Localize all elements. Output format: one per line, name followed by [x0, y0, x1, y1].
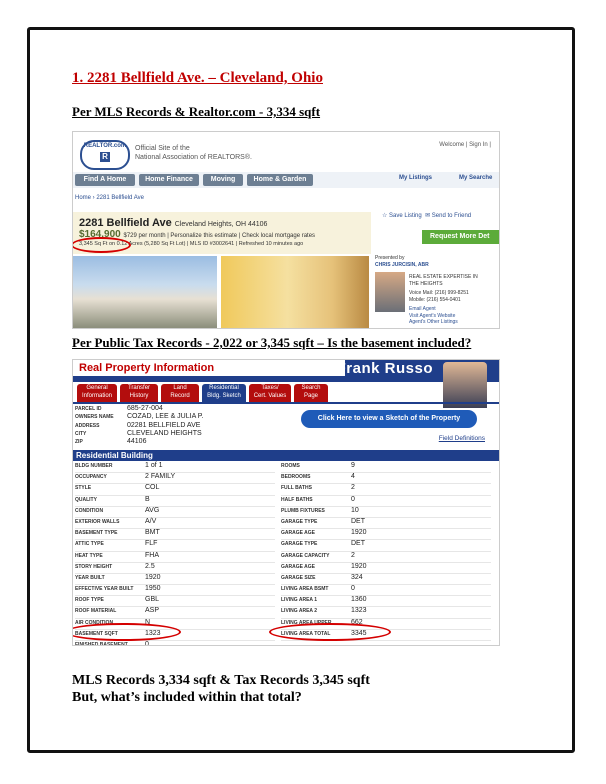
field-value: 4: [351, 473, 355, 481]
table-row: [75, 641, 275, 646]
field-label: LIVING AREA UPPER: [281, 619, 332, 626]
field-value: ASP: [145, 607, 160, 615]
table-row: [75, 552, 275, 563]
field-value: 2: [351, 551, 355, 559]
owner-banner-name: Frank Russo: [336, 360, 433, 377]
table-row: [281, 518, 491, 529]
sqft-highlight-oval: [72, 237, 131, 253]
agent-photo: [375, 272, 405, 312]
table-row: [75, 563, 275, 574]
field-value: 1 of 1: [145, 462, 163, 469]
field-label: LIVING AREA 2: [281, 608, 318, 615]
nav-home-garden[interactable]: Home & Garden: [247, 174, 313, 186]
tab-taxes-cert-values[interactable]: Taxes/ Cert. Values: [249, 384, 291, 402]
field-label: STYLE: [75, 485, 92, 492]
residential-building-header: Residential Building: [73, 450, 500, 461]
view-sketch-button[interactable]: Click Here to view a Sketch of the Property: [301, 410, 477, 428]
field-label: BLDG NUMBER: [75, 463, 113, 469]
official-site-text: Official Site of the National Association of REALTORS®.: [135, 145, 252, 161]
field-label: GARAGE TYPE: [281, 541, 318, 548]
table-row: [75, 529, 275, 540]
request-more-details-button[interactable]: Request More Det: [422, 230, 500, 244]
table-row: [281, 552, 491, 563]
field-value: BMT: [145, 529, 160, 537]
field-value: 1950: [145, 585, 161, 593]
table-row: [75, 585, 275, 596]
field-value: GBL: [145, 596, 160, 604]
table-row: [281, 563, 491, 574]
table-row: [281, 496, 491, 507]
table-row: [281, 607, 491, 618]
table-row: [281, 574, 491, 585]
table-row: [75, 607, 275, 618]
agent-panel: [375, 254, 499, 328]
presented-by-label: Presented by: [375, 255, 405, 261]
field-value: 1920: [351, 529, 367, 537]
table-row: [281, 529, 491, 540]
table-row: [75, 473, 275, 484]
building-left-column: [75, 462, 275, 646]
field-label: FULL BATHS: [281, 485, 312, 492]
house-interior-photo[interactable]: [221, 256, 369, 328]
agent-phone: Voice Mail: (216) 999-8251 Mobile: (216) 554-0401: [409, 290, 469, 303]
table-row: [281, 596, 491, 607]
field-value: COL: [145, 484, 160, 492]
field-label: ROOMS: [281, 463, 300, 469]
field-value: 0: [351, 495, 355, 503]
mls-heading: Per MLS Records & Realtor.com - 3,334 sqft: [72, 104, 321, 119]
agent-name[interactable]: CHRIS JURCISIN, ABR: [375, 262, 429, 268]
parcel-info: PARCEL ID 685-27-004 OWNERS NAME COZAD, LEE & JULIA P. ADDRESS 02281 BELLFIELD AVE CITY CLEVELAND HEIGHTS ZIP 44106: [75, 405, 204, 446]
field-value: A/V: [145, 517, 157, 525]
field-label: ATTIC TYPE: [75, 541, 104, 548]
field-label: LIVING AREA BSMT: [281, 586, 329, 593]
field-value: 1323: [145, 629, 161, 637]
field-label: AIR CONDITION: [75, 619, 114, 626]
table-row: [75, 596, 275, 607]
table-row: [281, 462, 491, 473]
living-area-total-highlight-oval: [269, 623, 391, 641]
field-label: GARAGE AGE: [281, 530, 315, 537]
nav-moving[interactable]: Moving: [203, 174, 243, 186]
tax-heading: Per Public Tax Records - 2,022 or 3,345 sqft – Is the basement included?: [72, 335, 472, 350]
realtor-logo[interactable]: REALTOR.com R: [80, 140, 130, 170]
field-value: DET: [351, 517, 365, 525]
table-row: [281, 484, 491, 495]
save-listing-link[interactable]: ☆ Save Listing ✉ Send to Friend: [382, 213, 472, 219]
table-row: [75, 484, 275, 495]
field-label: HEAT TYPE: [75, 552, 103, 559]
tax-record-screenshot: [72, 359, 500, 646]
field-label: YEAR BUILT: [75, 574, 105, 581]
field-value: 662: [351, 618, 363, 626]
field-label: EXTERIOR WALLS: [75, 518, 120, 525]
breadcrumb[interactable]: Home › 2281 Bellfield Ave: [75, 195, 144, 201]
tab-land-record[interactable]: Land Record: [161, 384, 199, 402]
real-property-title: Real Property Information: [79, 362, 215, 374]
tab-underline: [73, 402, 499, 404]
field-value: AVG: [145, 506, 160, 514]
agent-tagline: REAL ESTATE EXPERTISE IN THE HEIGHTS: [409, 274, 478, 287]
building-right-column: [281, 462, 491, 641]
field-value: B: [145, 495, 150, 503]
field-label: OCCUPANCY: [75, 474, 107, 481]
page-title: 1. 2281 Bellfield Ave. – Cleveland, Ohio: [72, 70, 323, 86]
house-exterior-photo[interactable]: [73, 256, 217, 328]
field-label: ROOF MATERIAL: [75, 608, 117, 615]
listing-stats: 3,345 Sq Ft on 0.12 Acres (5,280 Sq Ft Lot) | MLS ID #3002641 | Refreshed 10 minutes ago: [79, 241, 304, 247]
field-label: BASEMENT SQFT: [75, 630, 118, 637]
field-value: 0: [351, 585, 355, 593]
field-value: 0: [145, 641, 149, 646]
nav-find-a-home[interactable]: Find A Home: [75, 174, 135, 186]
table-row: [75, 496, 275, 507]
table-row: [75, 518, 275, 529]
table-row: [281, 507, 491, 518]
field-value: 9: [351, 462, 355, 469]
field-label: FINISHED BASEMENT: [75, 642, 128, 646]
field-label: CONDITION: [75, 507, 104, 514]
field-value: 1323: [351, 607, 367, 615]
field-label: BASEMENT TYPE: [75, 530, 118, 537]
field-label: STORY HEIGHT: [75, 563, 113, 570]
field-label: BEDROOMS: [281, 474, 311, 481]
tab-residential-bldg-sketch[interactable]: Residential Bldg. Sketch: [202, 384, 246, 402]
field-label: GARAGE CAPACITY: [281, 552, 330, 559]
field-value: DET: [351, 540, 365, 548]
field-value: 2.5: [145, 562, 155, 570]
field-label: GARAGE SIZE: [281, 574, 316, 581]
field-label: EFFECTIVE YEAR BUILT: [75, 586, 134, 593]
listing-address: 2281 Bellfield Ave Cleveland Heights, OH 44106: [79, 217, 268, 229]
field-label: PLUMB FIXTURES: [281, 507, 325, 514]
agent-links[interactable]: Email Agent Visit Agent's Website Agent's Other Listings: [409, 306, 458, 325]
table-row: [75, 574, 275, 585]
field-value: FHA: [145, 551, 159, 559]
tab-transfer-history[interactable]: Transfer History: [120, 384, 158, 402]
nav-home-finance[interactable]: Home Finance: [139, 174, 199, 186]
field-label: GARAGE AGE: [281, 563, 315, 570]
table-row: [75, 507, 275, 518]
field-value: FLF: [145, 540, 158, 548]
field-label: LIVING AREA 1: [281, 597, 318, 604]
field-label: LIVING AREA TOTAL: [281, 630, 331, 637]
table-row: [281, 585, 491, 596]
field-label: GARAGE TYPE: [281, 518, 318, 525]
field-value: 1360: [351, 596, 367, 604]
table-row: [281, 540, 491, 551]
tab-general-information[interactable]: General Information: [77, 384, 117, 402]
field-value: 10: [351, 506, 359, 514]
welcome-signin-link[interactable]: Welcome | Sign In |: [439, 142, 491, 148]
table-row: [281, 473, 491, 484]
field-value: N: [145, 618, 151, 626]
footer-line-2: But, what’s included within that total?: [72, 690, 302, 705]
my-searches-link[interactable]: My Searche: [459, 175, 493, 181]
footer-line-1: MLS Records 3,334 sqft & Tax Records 3,345 sqft: [72, 673, 370, 688]
my-listings-link[interactable]: My Listings: [399, 175, 433, 181]
field-value: 2: [351, 484, 355, 492]
field-value: 1920: [145, 573, 161, 581]
table-row: [75, 462, 275, 473]
table-row: [75, 540, 275, 551]
tab-search-page[interactable]: Search Page: [294, 384, 328, 402]
field-value: 3345: [351, 629, 367, 637]
field-label: ROOF TYPE: [75, 597, 104, 604]
listing-price: $164,900 $729 per month | Personalize this estimate | Check local mortgage rates: [79, 229, 316, 240]
field-value: 324: [351, 573, 363, 581]
field-label: HALF BATHS: [281, 496, 313, 503]
field-label: QUALITY: [75, 496, 97, 503]
field-value: 1920: [351, 562, 367, 570]
realtor-screenshot: [72, 131, 500, 329]
field-value: 2 FAMILY: [145, 473, 176, 481]
field-definitions-link[interactable]: Field Definitions: [438, 435, 485, 442]
